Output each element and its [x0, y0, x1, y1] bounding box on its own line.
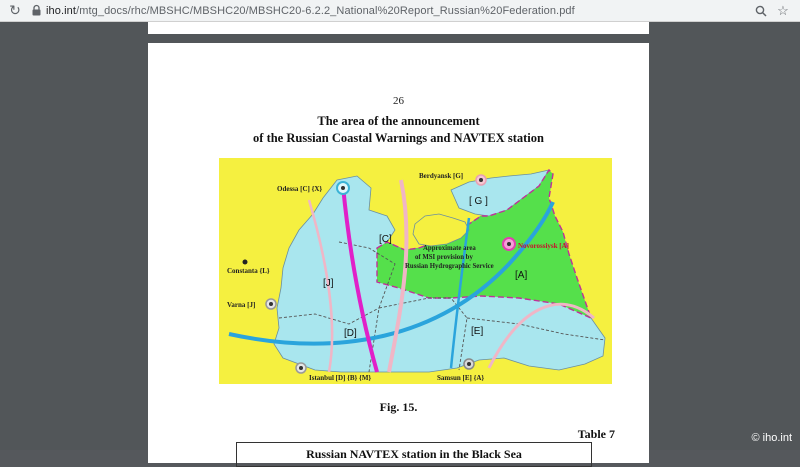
- area-label-c: [C]: [379, 234, 392, 245]
- label-berdyansk: Berdyansk [G]: [419, 172, 464, 180]
- station-dot: [299, 366, 303, 370]
- browser-toolbar: [0, 0, 800, 22]
- label-constanta: Constanta {L}: [227, 267, 270, 275]
- msi-note-line-1: Approximate area: [423, 245, 476, 252]
- page-number: 26: [393, 95, 404, 107]
- label-samsun: Samsun [E] {A}: [437, 374, 485, 382]
- page-title-line-1: The area of the announcement: [317, 114, 480, 128]
- table-caption: Table 7: [577, 427, 615, 441]
- pdf-page: [148, 43, 649, 463]
- station-dot: [507, 242, 511, 246]
- reload-icon[interactable]: ↻: [9, 2, 21, 18]
- black-sea-navtex-map: [219, 158, 612, 384]
- station-constanta: [243, 260, 248, 265]
- area-label-j: [J]: [323, 278, 334, 289]
- navtex-station-table: [236, 442, 592, 467]
- station-berdyansk: [476, 175, 486, 185]
- area-label-g: [ G ]: [469, 196, 488, 207]
- msi-note-line-3: Russian Hydrographic Service: [405, 263, 494, 270]
- page-title-line-2: of the Russian Coastal Warnings and NAVTEX station: [253, 131, 544, 145]
- previous-page-edge: [148, 22, 649, 34]
- pdf-viewport[interactable]: [0, 22, 800, 461]
- table-header: Russian NAVTEX station in the Black Sea: [237, 443, 592, 467]
- url-path: /mtg_docs/rhc/MBSHC/MBSHC20/MBSHC20-6.2.2_National%20Report_Russian%20Federation.pdf: [76, 4, 575, 17]
- station-samsun: [464, 359, 474, 369]
- label-odessa: Odessa [C] {X}: [277, 185, 323, 193]
- address-bar[interactable]: [30, 3, 750, 19]
- lock-icon[interactable]: [30, 4, 42, 18]
- label-novorossiysk: Novorossiysk [A]: [518, 242, 570, 250]
- station-dot: [269, 302, 273, 306]
- area-label-d: [D]: [344, 328, 357, 339]
- station-istanbul: [296, 363, 306, 373]
- zoom-icon[interactable]: [750, 0, 772, 22]
- figure-caption: Fig. 15.: [379, 400, 418, 414]
- label-varna: Varna [J]: [227, 301, 256, 309]
- area-label-a: [A]: [515, 270, 528, 281]
- label-istanbul: Istanbul [D] {B} {M}: [309, 374, 372, 382]
- msi-note-line-2: of MSI provision by: [415, 254, 473, 261]
- table-header-row: [237, 443, 592, 467]
- area-label-e: [E]: [471, 326, 484, 337]
- url-host: iho.int: [46, 4, 77, 17]
- url-text[interactable]: [46, 5, 575, 17]
- station-odessa: [337, 182, 349, 194]
- station-dot: [479, 178, 483, 182]
- station-novorossiysk: [503, 238, 515, 250]
- bookmark-star-icon[interactable]: ☆: [777, 2, 789, 18]
- station-varna: [266, 299, 276, 309]
- station-dot: [467, 362, 471, 366]
- station-dot: [341, 186, 345, 190]
- watermark: © iho.int: [751, 432, 792, 444]
